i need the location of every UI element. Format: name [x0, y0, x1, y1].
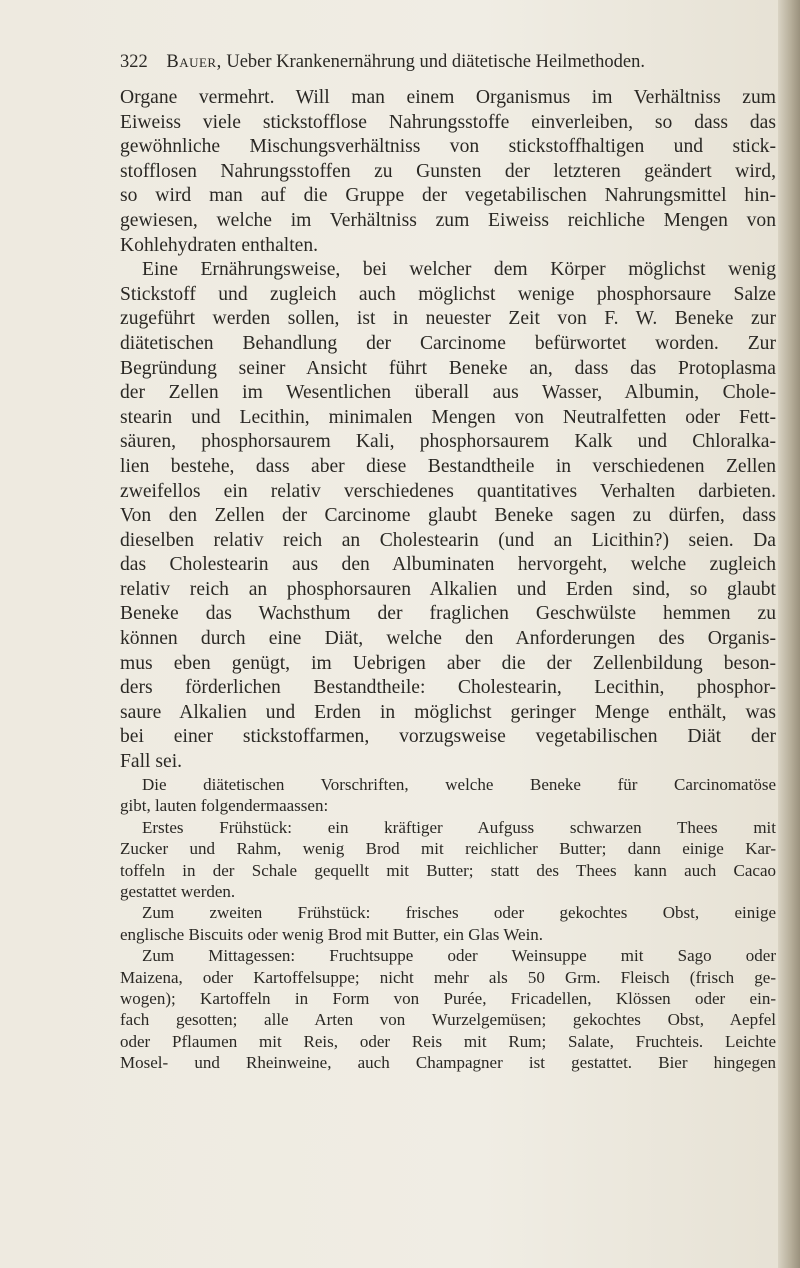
- text-line: lien bestehe, dass aber diese Bestandtheile in verschiedenen Zellen: [120, 455, 776, 477]
- text-line: säuren, phosphorsaurem Kali, phosphorsaurem Kalk und Chloralka-: [120, 431, 776, 453]
- small-text-line: Mosel- und Rheinweine, auch Champagner ist gestattet. Bier hingegen: [120, 1053, 776, 1073]
- text-line: Eine Ernährungsweise, bei welcher dem Körper möglichst wenig: [142, 259, 776, 281]
- main-text: [120, 86, 776, 775]
- small-text-line: Die diätetischen Vorschriften, welche Beneke für Carcinomatöse: [142, 775, 776, 794]
- small-text-line: toffeln in der Schale gequellt mit Butter; statt des Thees kann auch Cacao: [120, 860, 776, 880]
- text-line: der Zellen im Wesentlichen überall aus Wasser, Albumin, Chole-: [120, 382, 776, 404]
- small-text-line: oder Pflaumen mit Reis, oder Reis mit Rum; Salate, Fruchteis. Leichte: [120, 1031, 776, 1051]
- text-line: stofflosen Nahrungsstoffen zu Gunsten der letzteren geändert wird,: [120, 160, 776, 182]
- text-line: mus eben genügt, im Uebrigen aber die der Zellenbildung beson-: [120, 652, 776, 674]
- text-line: können durch eine Diät, welche den Anforderungen des Organis-: [120, 628, 776, 650]
- text-line: Von den Zellen der Carcinome glaubt Beneke sagen zu dürfen, dass: [120, 505, 776, 527]
- header-title: Ueber Krankenernährung und diätetische Heilmethoden.: [226, 52, 646, 72]
- small-text-line: englische Biscuits oder wenig Brod mit Butter, ein Glas Wein.: [120, 924, 544, 944]
- text-line: zugeführt werden sollen, ist in neuester Zeit von F. W. Beneke zur: [120, 308, 776, 330]
- small-text-line: Erstes Frühstück: ein kräftiger Aufguss schwarzen Thees mit: [142, 817, 776, 837]
- text-line: Kohlehydraten enthalten.: [120, 234, 319, 256]
- text-line: Organe vermehrt. Will man einem Organismus im Verhältniss zum: [120, 87, 776, 108]
- small-text-line: Zum Mittagessen: Fruchtsuppe oder Weinsuppe mit Sago oder: [142, 946, 776, 966]
- text-line: dieselben relativ reich an Cholestearin (und an Licithin?) seien. Da: [120, 529, 776, 551]
- small-text-line: gibt, lauten folgendermaassen:: [120, 796, 329, 816]
- small-text-line: wogen); Kartoffeln in Form von Purée, Fricadellen, Klössen oder ein-: [120, 989, 776, 1009]
- text-line: relativ reich an phosphorsauren Alkalien und Erden sind, so glaubt: [120, 578, 776, 600]
- text-line: diätetischen Behandlung der Carcinome befürwortet worden. Zur: [120, 332, 776, 354]
- header-author: Bauer,: [166, 52, 222, 72]
- small-text-line: Zum zweiten Frühstück: frisches oder gekochtes Obst, einige: [142, 903, 776, 923]
- diet-instructions: [120, 774, 776, 1074]
- running-header: [120, 50, 770, 74]
- text-line: so wird man auf die Gruppe der vegetabilischen Nahrungsmittel hin-: [120, 185, 776, 207]
- small-text-line: gestattet werden.: [120, 882, 236, 902]
- text-line: zweifellos ein relativ verschiedenes quantitatives Verhalten darbieten.: [120, 480, 776, 502]
- text-line: das Cholestearin aus den Albuminaten hervorgeht, welche zugleich: [120, 554, 776, 576]
- text-line: Eiweiss viele stickstofflose Nahrungsstoffe einverleiben, so dass das: [120, 111, 776, 133]
- text-line: saure Alkalien und Erden in möglichst geringer Menge enthält, was: [120, 701, 776, 723]
- text-line: ders förderlichen Bestandtheile: Cholestearin, Lecithin, phosphor-: [120, 677, 776, 699]
- text-line: bei einer stickstoffarmen, vorzugsweise vegetabilischen Diät der: [120, 726, 776, 748]
- text-line: gewiesen, welche im Verhältniss zum Eiweiss reichliche Mengen von: [120, 209, 776, 231]
- text-line: Beneke das Wachsthum der fraglichen Geschwülste hemmen zu: [120, 603, 776, 625]
- page-edge-shadow: [778, 0, 800, 1268]
- small-text-line: Maizena, oder Kartoffelsuppe; nicht mehr als 50 Grm. Fleisch (frisch ge-: [120, 967, 776, 987]
- small-text-line: fach gesotten; alle Arten von Wurzelgemüsen; gekochtes Obst, Aepfel: [120, 1010, 776, 1030]
- text-line: gewöhnliche Mischungsverhältniss von stickstoffhaltigen und stick-: [120, 136, 776, 158]
- small-text-line: Zucker und Rahm, wenig Brod mit reichlicher Butter; dann einige Kar-: [120, 839, 776, 859]
- text-line: stearin und Lecithin, minimalen Mengen von Neutralfetten oder Fett-: [120, 406, 776, 428]
- text-line: Begründung seiner Ansicht führt Beneke an, dass das Protoplasma: [120, 357, 776, 379]
- text-line: Stickstoff und zugleich auch möglichst wenige phosphorsaure Salze: [120, 283, 776, 305]
- page-number: 322: [120, 52, 148, 72]
- text-line: Fall sei.: [120, 751, 183, 773]
